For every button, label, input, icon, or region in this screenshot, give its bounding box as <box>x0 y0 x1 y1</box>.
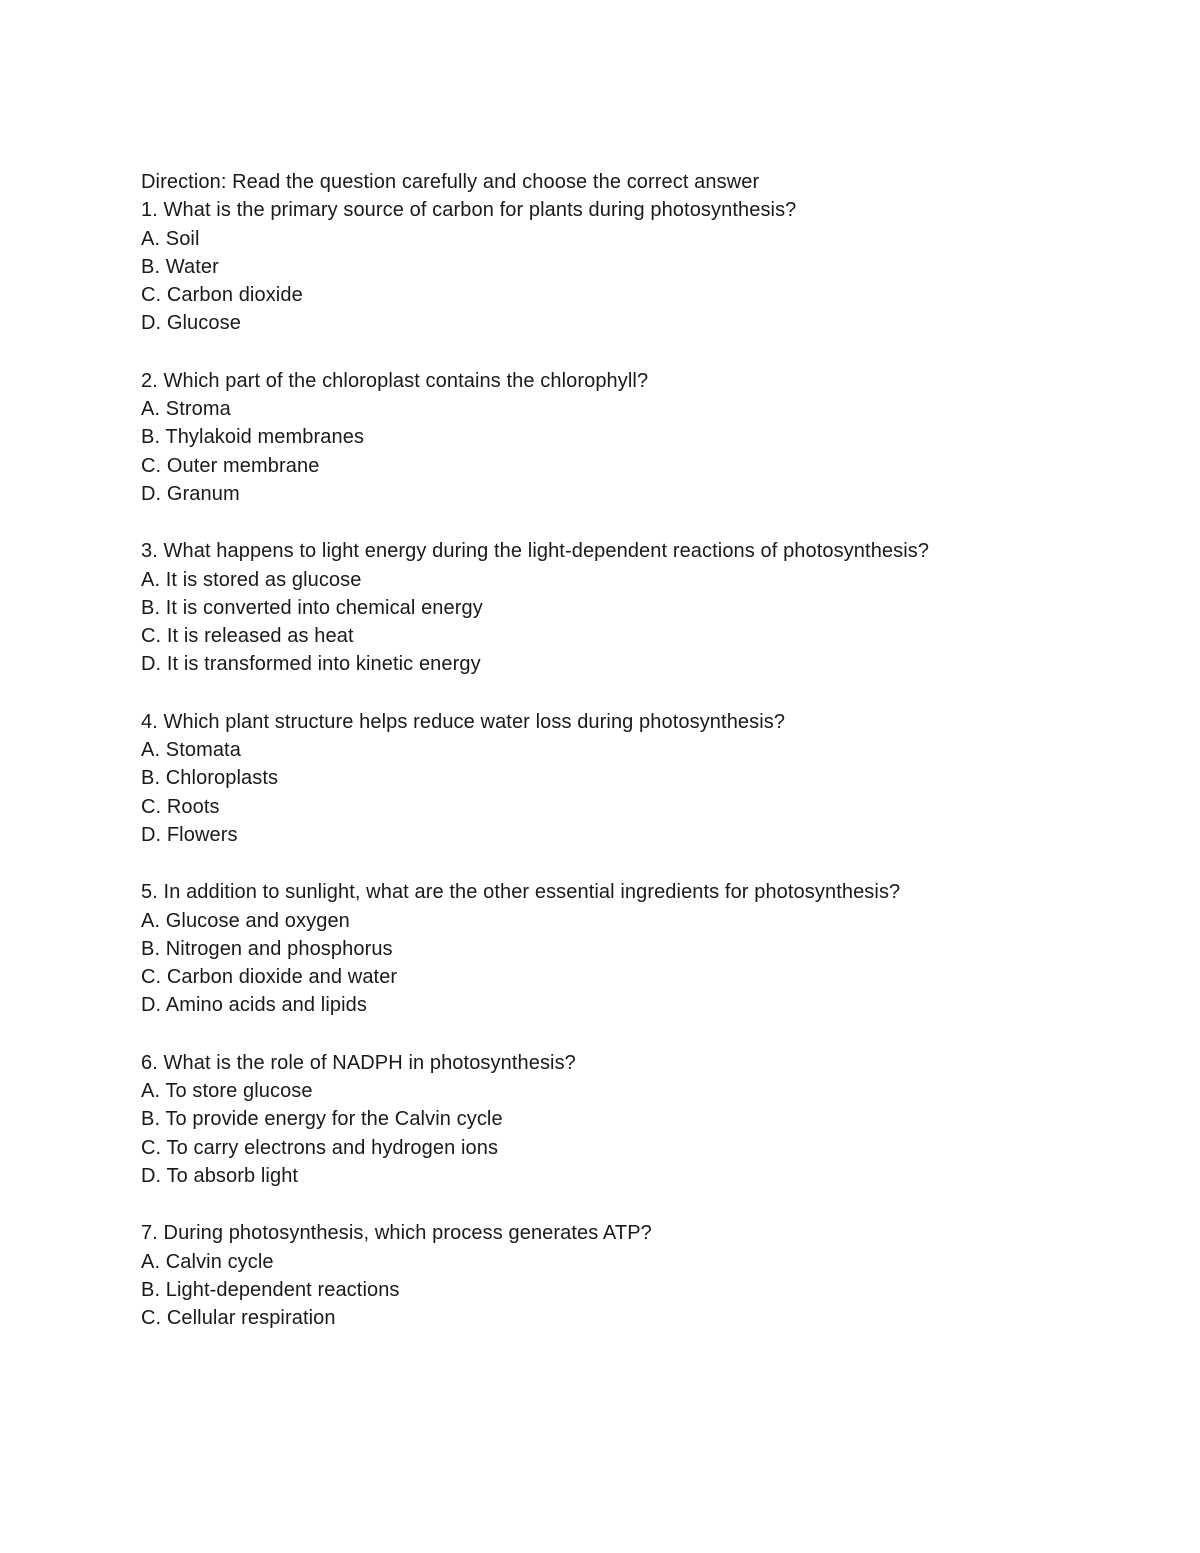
question-4 <box>141 708 1141 849</box>
question-6 <box>141 1049 1141 1190</box>
answer-option: B. Water <box>141 255 219 278</box>
document-content <box>141 168 1141 1361</box>
answer-option: D. It is transformed into kinetic energy <box>141 653 481 676</box>
answer-option: C. Carbon dioxide and water <box>141 966 398 989</box>
question-3 <box>141 537 1141 678</box>
question-5 <box>141 878 1141 1019</box>
question-7 <box>141 1219 1141 1332</box>
question-2 <box>141 367 1141 508</box>
answer-option: A. Stroma <box>141 398 231 421</box>
answer-option: A. Soil <box>141 227 200 250</box>
answer-option: D. Amino acids and lipids <box>141 994 367 1017</box>
question-prompt: 5. In addition to sunlight, what are the other essential ingredients for photosynthesis? <box>141 881 901 904</box>
answer-option: C. Cellular respiration <box>141 1307 336 1330</box>
answer-option: C. Carbon dioxide <box>141 284 303 307</box>
question-prompt: 2. Which part of the chloroplast contains the chlorophyll? <box>141 369 649 392</box>
question-prompt: 7. During photosynthesis, which process generates ATP? <box>141 1222 652 1245</box>
question-1 <box>141 196 1141 337</box>
answer-option: C. Outer membrane <box>141 454 320 477</box>
answer-option: B. To provide energy for the Calvin cycle <box>141 1108 503 1131</box>
answer-option: A. Stomata <box>141 739 241 762</box>
question-prompt: 3. What happens to light energy during the light-dependent reactions of photosynthesis? <box>141 540 930 563</box>
answer-option: B. Thylakoid membranes <box>141 426 365 449</box>
answer-option: D. To absorb light <box>141 1164 299 1187</box>
question-list <box>141 196 1141 1332</box>
answer-option: C. Roots <box>141 795 220 818</box>
question-prompt: 4. Which plant structure helps reduce water loss during photosynthesis? <box>141 710 786 733</box>
answer-option: D. Granum <box>141 482 240 505</box>
answer-option: B. Chloroplasts <box>141 767 279 790</box>
question-prompt: 1. What is the primary source of carbon for plants during photosynthesis? <box>141 199 797 222</box>
answer-option: D. Glucose <box>141 312 241 335</box>
answer-option: B. Light-dependent reactions <box>141 1278 400 1301</box>
answer-option: B. It is converted into chemical energy <box>141 596 483 619</box>
answer-option: A. It is stored as glucose <box>141 568 362 591</box>
answer-option: D. Flowers <box>141 823 238 846</box>
answer-option: B. Nitrogen and phosphorus <box>141 937 393 960</box>
answer-option: C. To carry electrons and hydrogen ions <box>141 1136 499 1159</box>
question-prompt: 6. What is the role of NADPH in photosynthesis? <box>141 1051 576 1074</box>
answer-option: A. To store glucose <box>141 1080 313 1103</box>
answer-option: A. Calvin cycle <box>141 1250 274 1273</box>
direction-text: Direction: Read the question carefully and choose the correct answer <box>141 171 760 193</box>
answer-option: C. It is released as heat <box>141 625 354 648</box>
answer-option: A. Glucose and oxygen <box>141 909 350 932</box>
